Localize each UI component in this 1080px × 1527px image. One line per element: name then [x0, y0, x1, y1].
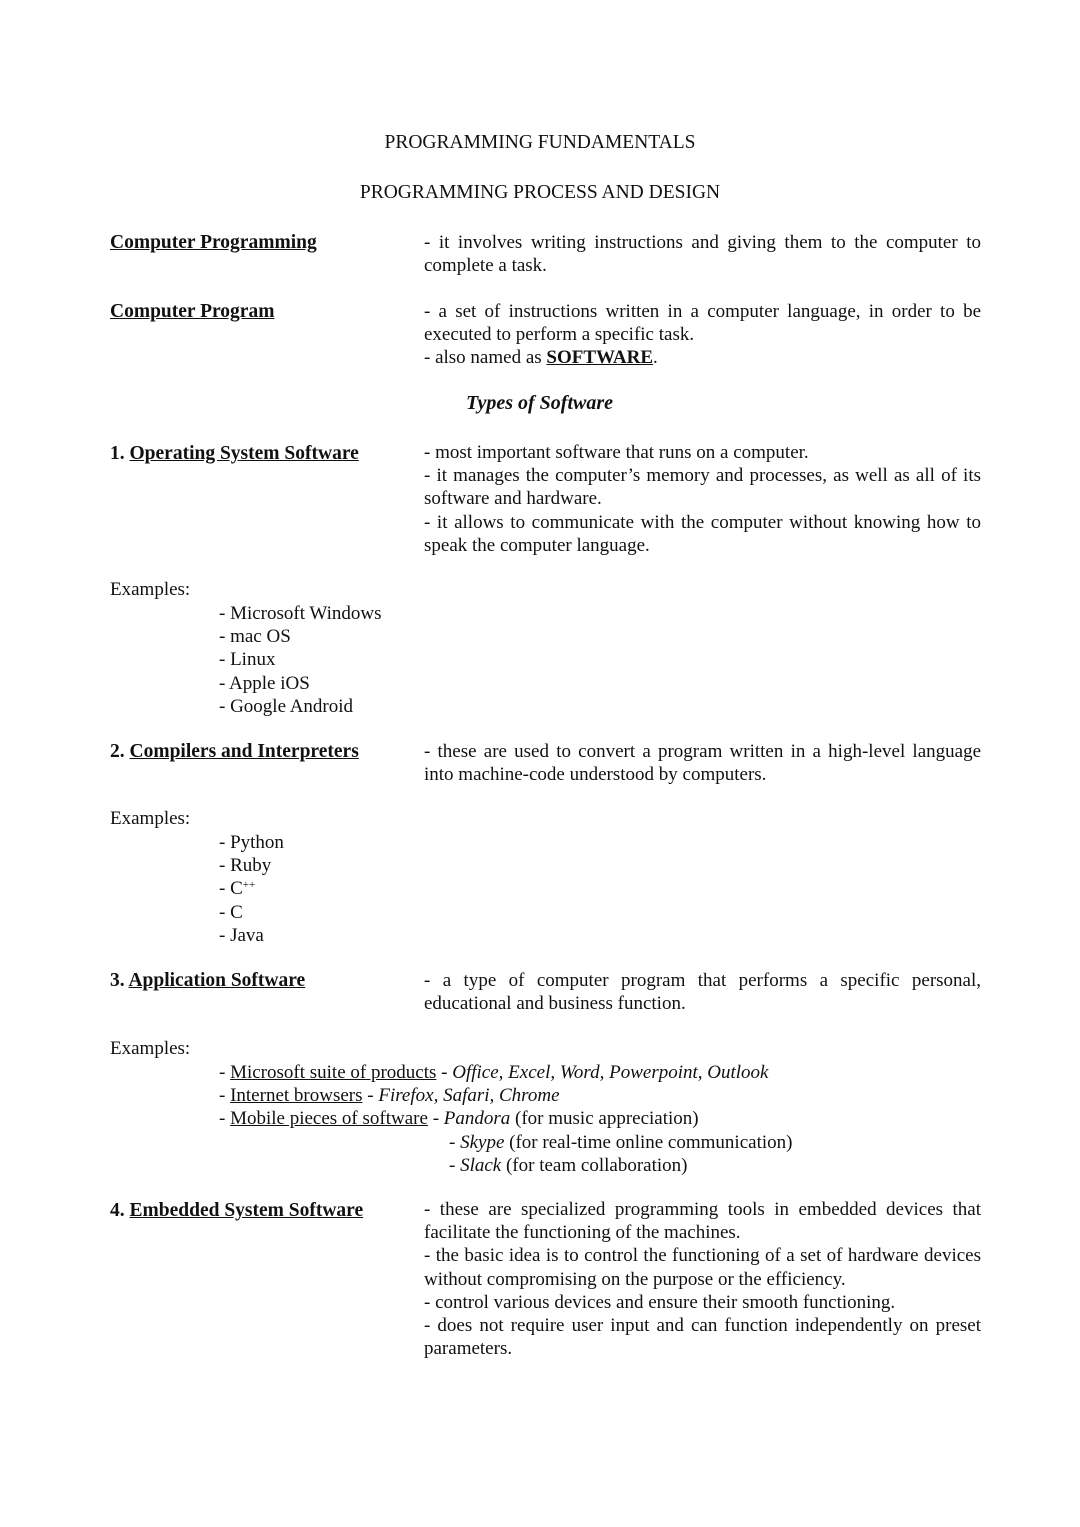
list-item-microsoft — [219, 1061, 792, 1084]
dash: - — [219, 1062, 231, 1083]
item-note: (for team collaboration) — [501, 1154, 688, 1176]
term-label: Computer Program — [110, 301, 275, 322]
list-item: - Python — [219, 832, 284, 853]
type-compilers-description — [424, 740, 981, 786]
types-heading: Types of Software — [466, 392, 614, 414]
examples-label: Examples: — [110, 808, 191, 829]
type-embedded-heading — [110, 1200, 363, 1222]
examples-label: Examples: — [110, 1038, 191, 1059]
type-label: Embedded System Software — [129, 1200, 364, 1221]
list-item: - mac OS — [219, 626, 291, 648]
term-computer-program — [110, 301, 274, 323]
category-label: Internet browsers — [230, 1085, 363, 1107]
document-subtitle: PROGRAMMING PROCESS AND DESIGN — [359, 182, 721, 203]
list-item-text: - C — [219, 878, 243, 900]
dash: - — [449, 1131, 461, 1153]
type-number: 2. — [110, 741, 125, 762]
type-number: 4. — [110, 1200, 125, 1221]
list-item-skype — [219, 1131, 792, 1154]
type-application-description — [424, 969, 981, 1015]
type-label: Application Software — [128, 970, 306, 991]
item-note: (for music appreciation) — [510, 1108, 699, 1130]
list-item-mobile — [219, 1107, 792, 1130]
items-text: Office, Excel, Word, Powerpoint, Outlook — [452, 1062, 769, 1083]
item-name: Slack — [460, 1154, 502, 1176]
description-line: - these are specialized programming tools in embedded devices that facilitate the functioning of the machines. — [424, 1199, 981, 1244]
list-item: - Google Android — [219, 695, 354, 717]
type-embedded-description — [424, 1198, 981, 1360]
dash: - — [219, 1085, 231, 1107]
type-number: 3. — [110, 970, 125, 991]
description-line: - does not require user input and can function independently on preset parameters. — [424, 1315, 981, 1360]
superscript-plus: ++ — [242, 879, 256, 892]
compilers-examples-list — [219, 831, 284, 947]
type-label: Operating System Software — [129, 443, 359, 464]
type-os-description — [424, 441, 981, 557]
definition-text-software — [424, 346, 981, 369]
definition-computer-program — [424, 300, 981, 370]
term-label: Computer Programming — [110, 232, 317, 253]
application-examples-list — [219, 1061, 792, 1177]
list-item: - Ruby — [219, 855, 272, 877]
dash: - — [449, 1154, 461, 1176]
description-line: - most important software that runs on a computer. — [424, 442, 809, 463]
item-note: (for real-time online communication) — [504, 1131, 793, 1153]
category-label: Microsoft suite of products — [230, 1062, 437, 1083]
type-os-heading — [110, 443, 359, 465]
list-item-browsers — [219, 1084, 792, 1107]
text-prefix: - also named as — [424, 347, 547, 369]
category-label: Mobile pieces of software — [230, 1108, 428, 1130]
text-suffix: . — [653, 347, 658, 369]
term-computer-programming — [110, 232, 317, 254]
definition-computer-programming — [424, 231, 981, 277]
list-item: - Microsoft Windows — [219, 603, 382, 624]
list-item: - Java — [219, 924, 264, 946]
item-name: Skype — [460, 1131, 505, 1153]
separator: - — [427, 1108, 444, 1130]
description-line: - it allows to communicate with the computer without knowing how to speak the computer language. — [424, 511, 981, 556]
type-application-heading — [110, 970, 305, 992]
software-keyword: SOFTWARE — [546, 347, 654, 369]
type-compilers-heading — [110, 741, 359, 763]
description-line: - the basic idea is to control the functioning of a set of hardware devices without compromising on the purpose or the efficiency. — [424, 1245, 981, 1290]
description-line: - these are used to convert a program written in a high-level language into machine-code understood by computers. — [424, 741, 981, 786]
definition-text: - a set of instructions written in a computer language, in order to be executed to perform a specific task. — [424, 301, 981, 346]
dash: - — [219, 1108, 231, 1130]
list-item: - Apple iOS — [219, 672, 310, 694]
description-line: - a type of computer program that performs a specific personal, educational and business function. — [424, 970, 981, 1015]
document-title: PROGRAMMING FUNDAMENTALS — [384, 132, 696, 153]
items-text: Firefox, Safari, Chrome — [378, 1085, 560, 1107]
list-item-slack — [219, 1154, 792, 1177]
type-label: Compilers and Interpreters — [129, 741, 359, 762]
item-name: Pandora — [443, 1108, 511, 1130]
description-line: - control various devices and ensure their smooth functioning. — [424, 1291, 896, 1313]
separator: - — [436, 1062, 453, 1083]
list-item: - Linux — [219, 649, 276, 671]
list-item-cpp — [219, 877, 284, 900]
os-examples-list — [219, 602, 381, 718]
separator: - — [362, 1085, 379, 1107]
list-item: - C — [219, 901, 243, 923]
examples-label: Examples: — [110, 579, 191, 600]
description-line: - it manages the computer’s memory and processes, as well as all of its software and hardware. — [424, 465, 981, 510]
type-number: 1. — [110, 443, 125, 464]
definition-text: - it involves writing instructions and giving them to the computer to complete a task. — [424, 232, 981, 277]
